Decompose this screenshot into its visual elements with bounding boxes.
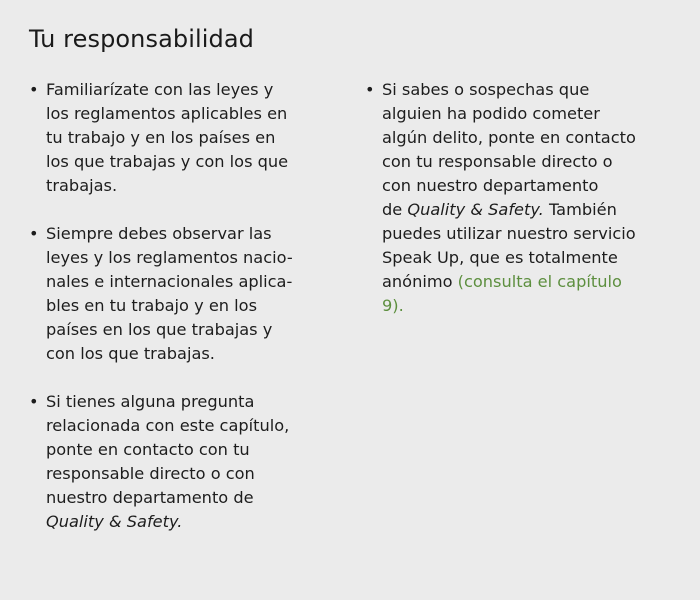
left-column bbox=[28, 78, 318, 558]
list-item-text: Si tienes alguna pregunta relacionada con este capítulo, ponte en contacto con tu responsable directo o con nuestro departamento de bbox=[46, 392, 290, 507]
list-item bbox=[364, 78, 654, 318]
department-name: Quality & Safety. bbox=[407, 200, 544, 219]
list-item-text: Si sabes o sospechas que alguien ha podido cometer algún delito, ponte en contacto con tu responsable directo o con nuestro departamento de bbox=[382, 80, 636, 219]
list-item-text-continued: También puedes utilizar nuestro servicio Speak Up, que es totalmente anónimo bbox=[382, 200, 636, 291]
department-name: Quality & Safety. bbox=[46, 512, 183, 531]
right-column bbox=[364, 78, 654, 342]
bullet-icon: • bbox=[365, 80, 375, 99]
bullet-icon: • bbox=[29, 80, 39, 99]
list-item-text: Familiarízate con las leyes y los reglamentos aplicables en tu trabajo y en los países en los que trabajas y con los que trabajas. bbox=[46, 80, 289, 195]
list-item bbox=[28, 390, 318, 534]
list-item bbox=[28, 222, 318, 366]
bullet-icon: • bbox=[29, 224, 39, 243]
page-title: Tu responsabilidad bbox=[29, 25, 255, 53]
bullet-icon: • bbox=[29, 392, 39, 411]
list-item-text: Siempre debes observar las leyes y los reglamentos nacio- nales e internacionales aplica- bles en tu trabajo y en los países en los que trabajas y con los que trabajas. bbox=[46, 224, 293, 363]
chapter-reference-link[interactable]: (consulta el capítulo 9). bbox=[382, 272, 622, 315]
list-item bbox=[28, 78, 318, 198]
